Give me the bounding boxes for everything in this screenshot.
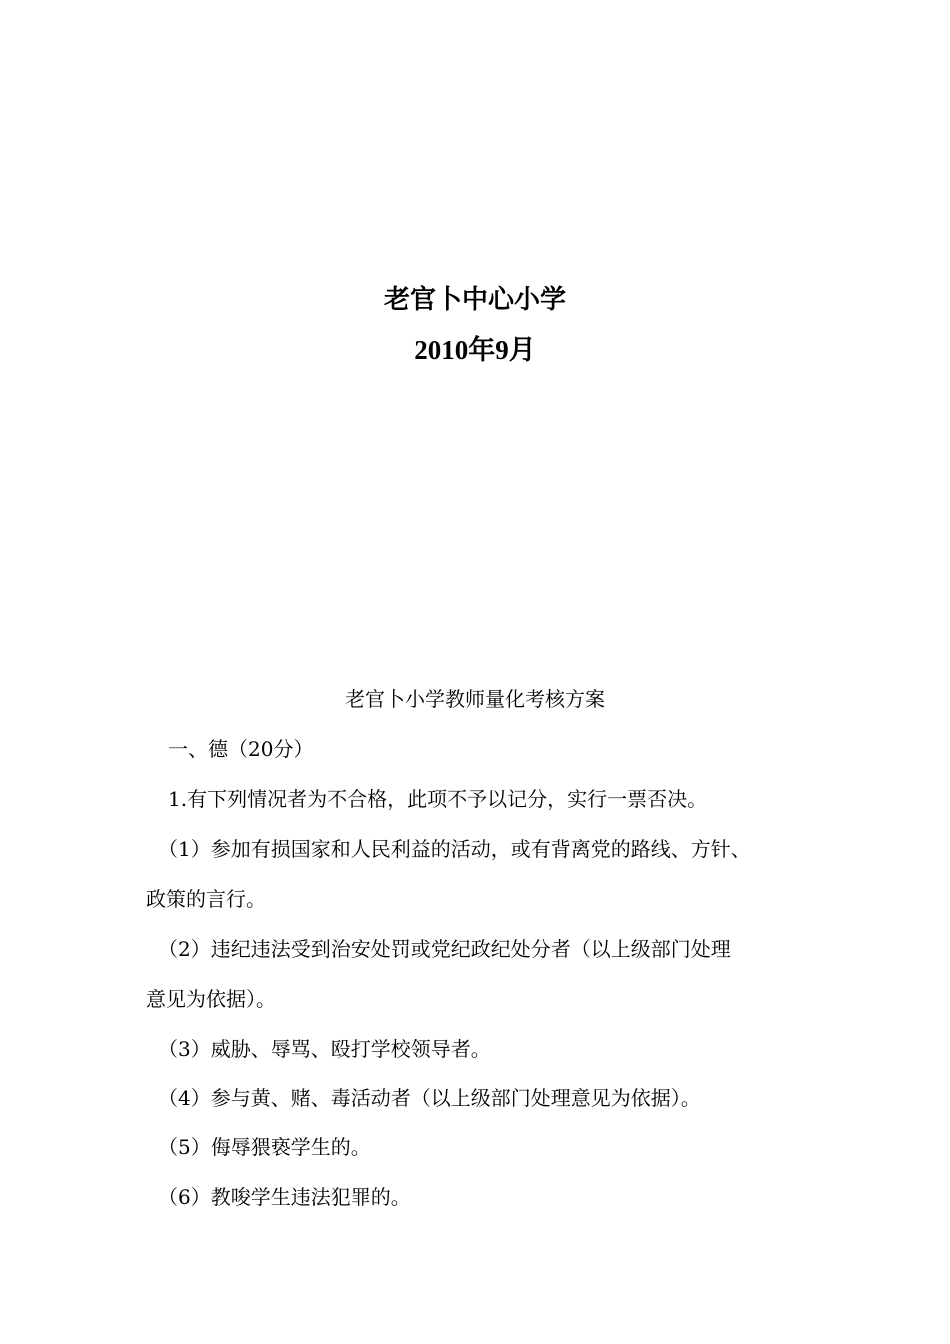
condition-2-line-1: （2）违纪违法受到治安处罚或党纪政纪处分者（以上级部门处理 [158, 937, 731, 961]
condition-2-line-2: 意见为依据）。 [146, 987, 276, 1011]
condition-6: （6）教唆学生违法犯罪的。 [158, 1185, 411, 1209]
condition-1-line-2: 政策的言行。 [146, 887, 266, 911]
document-heading: 老官卜小学教师量化考核方案 [345, 687, 605, 711]
cover-date: 2010年9月 [414, 335, 536, 365]
condition-1-line-1: （1）参加有损国家和人民利益的活动，或有背离党的路线、方针、 [158, 837, 751, 861]
condition-4: （4）参与黄、赌、毒活动者（以上级部门处理意见为依据）。 [158, 1086, 701, 1110]
section-virtue-heading: 一、德（20分） [168, 737, 314, 761]
condition-5: （5）侮辱猥亵学生的。 [158, 1135, 371, 1159]
item-1-text: 1.有下列情况者为不合格，此项不予以记分，实行一票否决。 [168, 787, 708, 811]
cover-school-name: 老官卜中心小学 [383, 285, 566, 315]
condition-3: （3）威胁、辱骂、殴打学校领导者。 [158, 1037, 491, 1061]
